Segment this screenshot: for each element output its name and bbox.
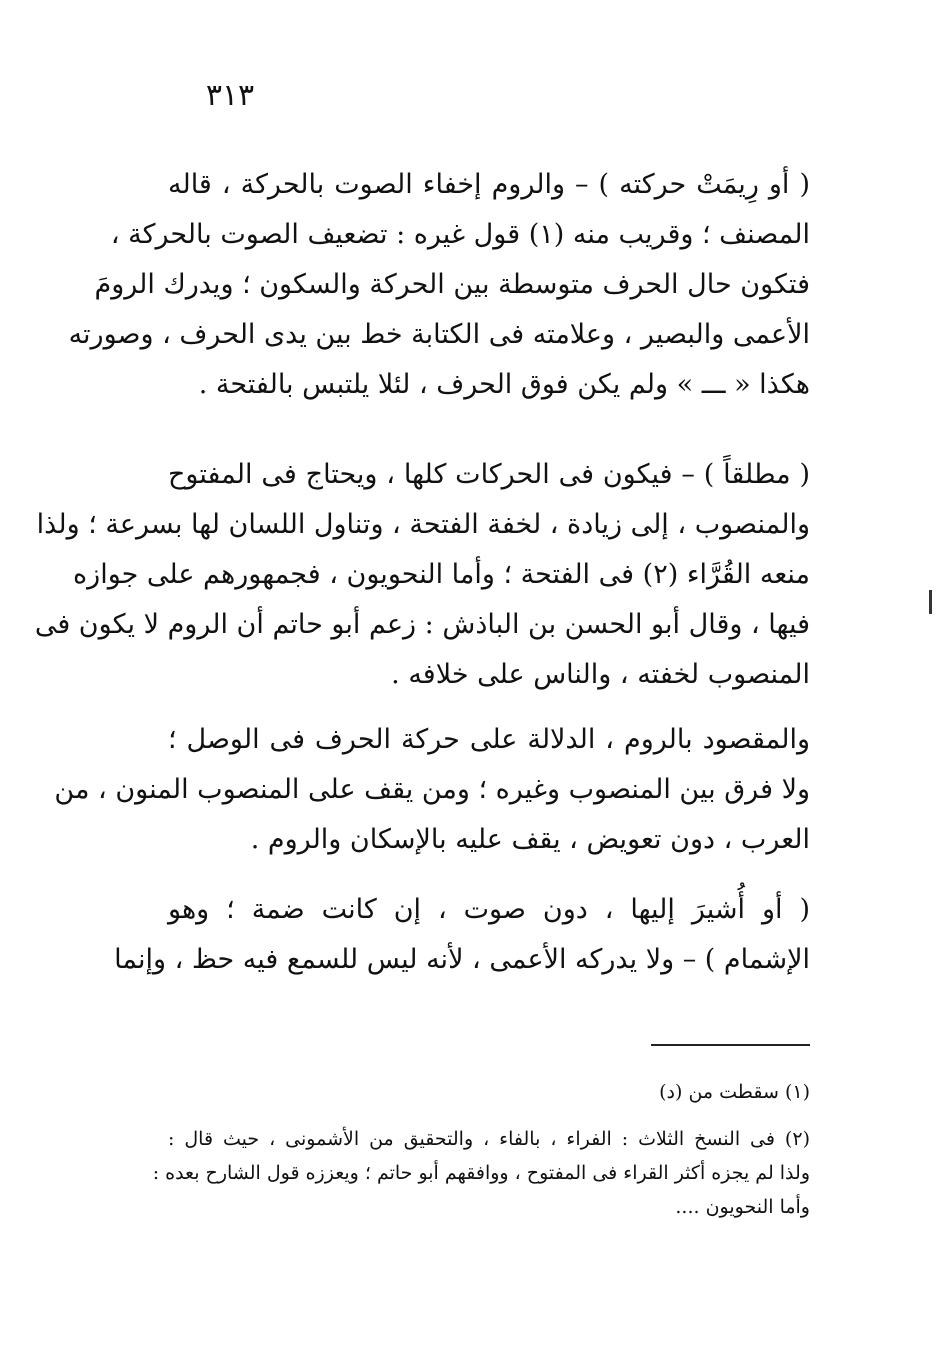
footnote-line: (٢) فى النسخ الثلاث : الفراء ، بالفاء ، والتحقيق من الأشمونى ، حيث قال : (168, 1128, 810, 1150)
text-line: فتكون حال الحرف متوسطة بين الحركة والسكون ؛ ويدرك الرومَ (94, 269, 810, 300)
text-line: ولا فرق بين المنصوب وغيره ؛ ومن يقف على المنصوب المنون ، من (54, 774, 810, 805)
text-line: ( أو أُشيرَ إليها ، دون صوت ، إن كانت ضمة ؛ وهو (168, 894, 810, 925)
footnote-line: (١) سقطت من (د) (659, 1081, 810, 1103)
text-line: الأعمى والبصير ، وعلامته فى الكتابة خط بين يدى الحرف ، وصورته (68, 319, 810, 350)
paragraph-2 (34, 450, 810, 700)
paragraph-3 (54, 715, 810, 865)
page-number: ٣١٣ (205, 78, 255, 113)
footnote-2 (152, 1122, 810, 1224)
paragraph-4 (114, 885, 810, 985)
text-line: والمقصود بالروم ، الدلالة على حركة الحرف فى الوصل ؛ (168, 724, 810, 755)
text-line: هكذا « ـــ » ولم يكن فوق الحرف ، لئلا يلتبس بالفتحة . (198, 369, 810, 400)
text-line: الإشمام ) – ولا يدركه الأعمى ، لأنه ليس للسمع فيه حظ ، وإنما (114, 944, 810, 975)
footnote-1 (168, 1075, 810, 1109)
text-line: منعه القُرَّاء (٢) فى الفتحة ؛ وأما النحويون ، فجمهورهم على جوازه (73, 559, 810, 590)
footnote-line: وأما النحويون .... (675, 1196, 810, 1218)
text-line: المنصوب لخفته ، والناس على خلافه . (391, 659, 810, 690)
paragraph-1 (68, 160, 810, 410)
footnote-line: ولذا لم يجزه أكثر القراء فى المفتوح ، ووافقهم أبو حاتم ؛ ويعززه قول الشارح بعده : (152, 1162, 810, 1184)
scan-edge-mark (929, 590, 932, 614)
text-line: ( مطلقاً ) – فيكون فى الحركات كلها ، ويحتاج فى المفتوح (168, 459, 810, 490)
text-line: والمنصوب ، إلى زيادة ، لخفة الفتحة ، وتناول اللسان لها بسرعة ؛ ولذا (36, 509, 810, 540)
text-line: ( أو رِيمَتْ حركته ) – والروم إخفاء الصوت بالحركة ، قاله (168, 169, 810, 200)
text-line: العرب ، دون تعويض ، يقف عليه بالإسكان والروم . (250, 824, 810, 855)
footnote-separator (651, 1044, 810, 1046)
text-line: المصنف ؛ وقريب منه (١) قول غيره : تضعيف الصوت بالحركة ، (110, 219, 810, 250)
text-line: فيها ، وقال أبو الحسن بن الباذش : زعم أبو حاتم أن الروم لا يكون فى (34, 609, 810, 640)
